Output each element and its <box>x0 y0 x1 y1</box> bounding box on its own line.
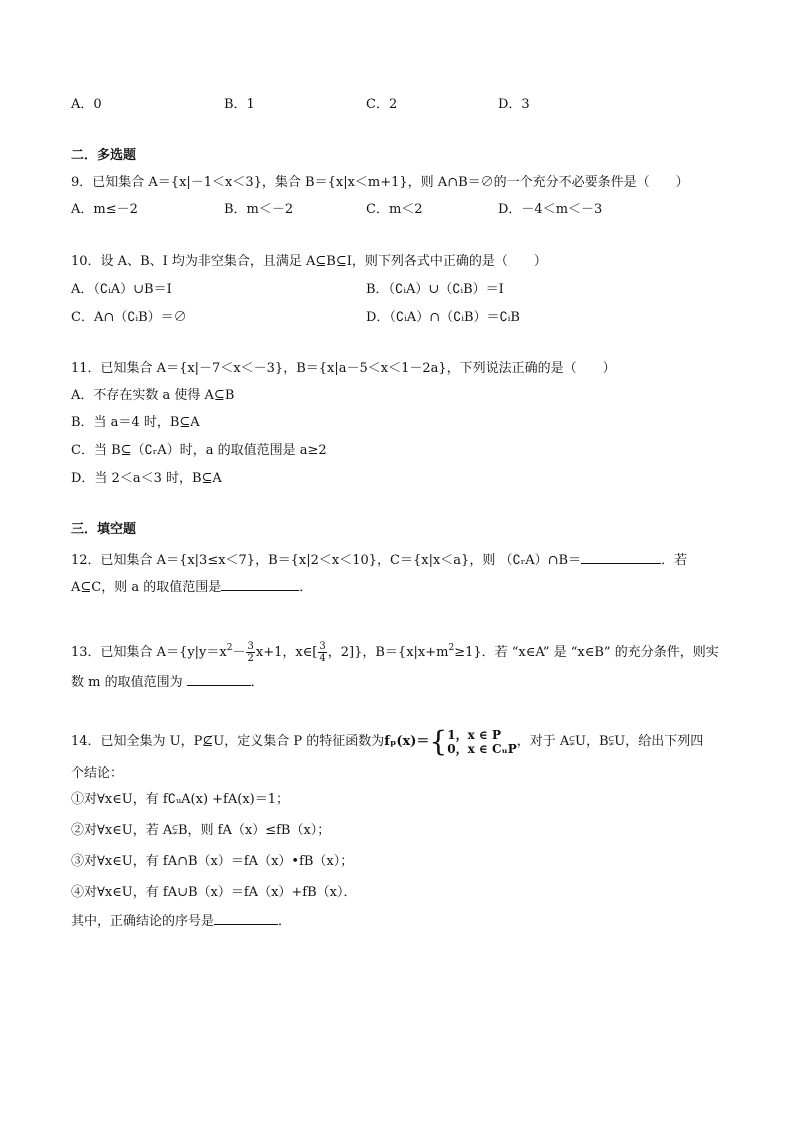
q10-option-c: C．A∩（∁ᵢB）＝∅ <box>71 310 187 325</box>
q14-final-end: ． <box>278 914 292 929</box>
q9-option-c: C．m＜2 <box>366 202 423 217</box>
q9-stem: 9．已知集合 A＝{x|－1＜x＜3}，集合 B＝{x|x＜m+1}，则 A∩B＝∅的一个充分不必要条件是（ ） <box>71 175 689 190</box>
q14-final-text: 其中，正确结论的序号是 <box>71 914 215 929</box>
q14-conclusion-4: ④对∀x∈U，有 fA∪B（x）＝fA（x）+fB（x）． <box>71 885 357 900</box>
q14-conclusion-2: ②对∀x∈U，若 A⫋B，则 fA（x）≤fB（x）； <box>71 823 331 838</box>
q12-answer-blank-1[interactable] <box>581 551 661 564</box>
q8-option-b: B．1 <box>224 97 255 112</box>
q13-part2: x+1，x∈[ <box>255 645 318 660</box>
q14-function: fₚ(x)＝ <box>384 734 430 749</box>
q14-case-brace: { <box>429 724 448 758</box>
q9-option-b: B．m＜－2 <box>224 202 294 217</box>
q13-exponent-2: 2 <box>448 643 455 653</box>
q13-part4: ≥1}．若 “x∈A” 是 “x∈B” 的充分条件，则实 <box>454 645 719 660</box>
q10-option-a: A．（∁ᵢA）∪B＝I <box>71 282 172 297</box>
q10-option-b: B．（∁ᵢA）∪（∁ᵢB）＝I <box>366 282 504 297</box>
q12-line2-end: ． <box>299 580 313 595</box>
q13-line1: 13．已知集合 $A=\{y|y=x^2-$ $\frac{3}{2}$ x+1，x∈[ $\frac{3}{4}$ ，2]}，$B=\{x|x+m^2\ge 1\}$．若 “x∈A” 是 “x∈B” 的充分条件，则实 <box>71 641 719 664</box>
q14-conclusion-1: ①对∀x∈U，有 f∁ᵤA(x) +fA(x)＝1； <box>71 792 289 807</box>
q12-line1 <box>71 551 687 570</box>
q8-option-d: D．3 <box>498 97 530 112</box>
q9-option-d: D．－4＜m＜－3 <box>498 202 603 217</box>
q13-line2-end: ． <box>250 675 264 690</box>
q14-conclusion-3: ③对∀x∈U，有 fA∩B（x）＝fA（x）•fB（x）； <box>71 854 354 869</box>
q11-option-b: B．当 a＝4 时，B⊆A <box>71 415 200 430</box>
q12-line1-end: ．若 <box>661 553 688 568</box>
q12-line2-text: A⊆C，则 a 的取值范围是 <box>71 580 222 595</box>
q9-option-a: A．m≤－2 <box>71 202 138 217</box>
q10-option-d: D．（∁ᵢA）∩（∁ᵢB）＝∁ᵢB <box>366 310 520 325</box>
q14-cases: 1，x ∈ P 0，x ∈ CᵤP <box>447 727 517 756</box>
q12-line2 <box>71 578 312 597</box>
q8-option-c: C．2 <box>366 97 398 112</box>
q13-fraction-3-4: $\frac{3}{4}$ <box>319 641 326 664</box>
q13-fraction-3-2: $\frac{3}{2}$ <box>247 641 254 664</box>
q11-option-c: C．当 B⊆（∁ᵣA）时，a 的取值范围是 a≥2 <box>71 443 327 458</box>
q13-part1: 13．已知集合 A＝{y|y＝x <box>71 645 227 660</box>
q8-option-a: A．0 <box>71 97 102 112</box>
q12-answer-blank-2[interactable] <box>221 578 299 591</box>
q13-exponent-1: 2 <box>226 643 233 653</box>
q11-option-a: A．不存在实数 a 使得 A⊆B <box>71 388 235 403</box>
q14-part1: 14．已知全集为 U，P⊈U，定义集合 P 的特征函数为 <box>71 734 385 749</box>
q13-part3: ，2]}，B＝{x|x+m <box>327 645 449 660</box>
q14-part2: ，对于 A⫋U，B⫋U，给出下列四 <box>516 734 704 749</box>
q14-final <box>71 912 291 931</box>
section-heading-multiple-choice: 二．多选题 <box>71 148 137 163</box>
q14-answer-blank[interactable] <box>214 912 278 925</box>
q13-line2-text: 数 m 的取值范围为 <box>71 675 183 690</box>
q11-stem: 11．已知集合 A＝{x|－7＜x＜－3}，B＝{x|a－5＜x＜1－2a}，下列说法正确的是（ ） <box>71 361 616 376</box>
q11-option-d: D．当 2＜a＜3 时，B⊆A <box>71 471 222 486</box>
section-heading-fill-in: 三．填空题 <box>71 522 137 537</box>
q13-answer-blank[interactable] <box>187 673 251 686</box>
q12-line1-text: 12．已知集合 A＝{x|3≤x＜7}，B＝{x|2＜x＜10}，C＝{x|x＜a}，则 （∁ᵣA）∩B＝ <box>71 553 582 568</box>
q14-line2: 个结论： <box>71 766 124 781</box>
q14-line1 <box>71 724 704 758</box>
q13-line2 <box>71 673 264 692</box>
q10-stem: 10．设 A、B、I 均为非空集合，且满足 A⊆B⊆I，则下列各式中正确的是（ ） <box>71 254 547 269</box>
